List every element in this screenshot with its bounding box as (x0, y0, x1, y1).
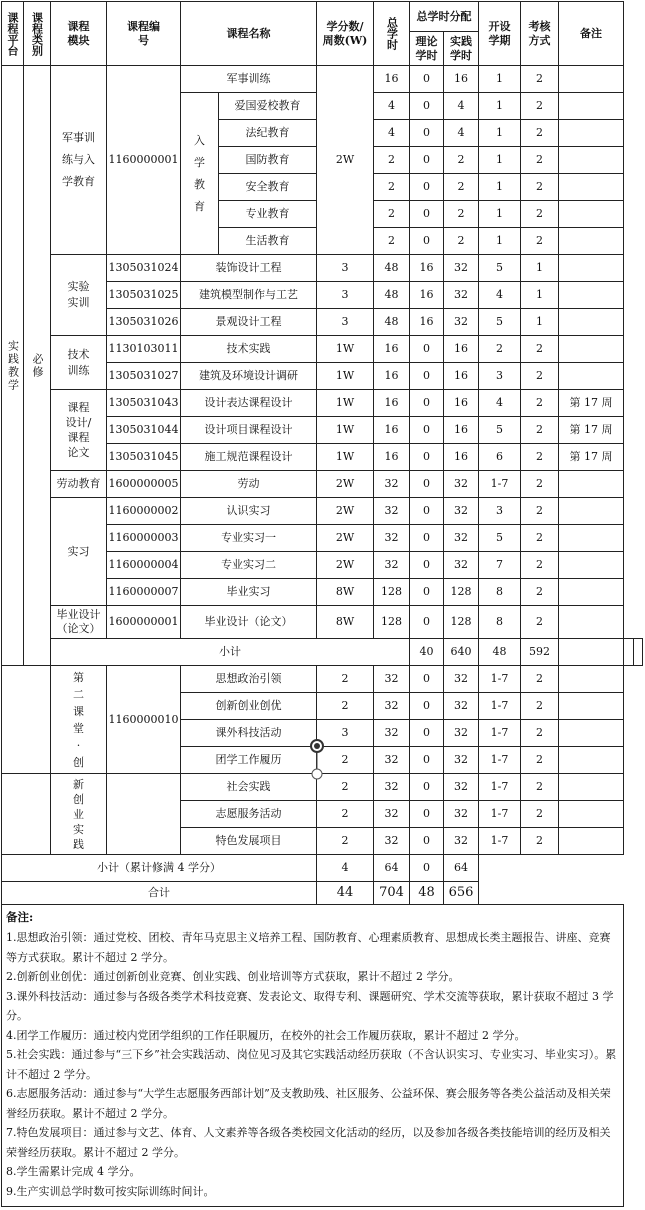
theory-hours: 0 (410, 774, 444, 801)
term: 3 (479, 363, 521, 390)
practice-hours: 16 (444, 417, 479, 444)
theory-hours: 0 (410, 390, 444, 417)
term: 1 (479, 228, 521, 255)
module-tech: 技术训练 (51, 336, 107, 390)
remark (559, 255, 624, 282)
note-item: 2.创新创业创优：通过创新创业竞赛、创业实践、创业培训等方式获取，累计不超过 2 学分。 (6, 970, 460, 983)
total-hours: 128 (374, 579, 410, 606)
code-second-classroom: 1160000010 (107, 666, 181, 774)
credits: 2 (317, 774, 374, 801)
practice-hours: 4 (444, 93, 479, 120)
credits: 1W (317, 417, 374, 444)
exam: 2 (521, 666, 559, 693)
total-hours: 48 (374, 282, 410, 309)
remark (559, 666, 624, 693)
header-remark: 备注 (559, 2, 624, 66)
remark (559, 747, 624, 774)
term: 1 (479, 120, 521, 147)
total-hours: 32 (374, 720, 410, 747)
term: 1 (479, 201, 521, 228)
total-hours: 32 (374, 498, 410, 525)
term: 1 (479, 147, 521, 174)
subtotal-label: 小计 (51, 639, 410, 666)
exam: 2 (521, 774, 559, 801)
course-code: 1305031045 (107, 444, 181, 471)
course-code: 1305031025 (107, 282, 181, 309)
module-lab: 实验实训 (51, 255, 107, 336)
course-name: 装饰设计工程 (181, 255, 317, 282)
credits: 3 (317, 255, 374, 282)
header-exam: 考核方式 (521, 2, 559, 66)
course-name: 施工规范课程设计 (181, 444, 317, 471)
credits: 2W (317, 471, 374, 498)
term: 4 (479, 390, 521, 417)
term: 5 (479, 417, 521, 444)
header-hour-distribution: 总学时分配 (410, 2, 479, 32)
total-hours: 32 (374, 801, 410, 828)
course-name: 毕业设计（论文） (181, 606, 317, 639)
practice-hours: 4 (444, 120, 479, 147)
credits-military: 2W (317, 66, 374, 255)
exam: 1 (521, 255, 559, 282)
subtotal-total: 640 (444, 639, 479, 666)
course-name: 社会实践 (181, 774, 317, 801)
term: 1-7 (479, 774, 521, 801)
theory-hours: 0 (410, 228, 444, 255)
course-code: 1600000001 (107, 606, 181, 639)
theory-hours: 0 (410, 147, 444, 174)
credits: 2W (317, 552, 374, 579)
subtotal-credits: 40 (410, 639, 444, 666)
exam: 2 (521, 390, 559, 417)
term: 6 (479, 444, 521, 471)
theory-hours: 0 (410, 66, 444, 93)
note-item: 5.社会实践：通过参与“三下乡”社会实践活动、岗位见习及其它实践活动经历获取（不含认识实习、专业实习、毕业实习）。累计不超过 2 学分。 (6, 1048, 617, 1081)
total-hours: 2 (374, 174, 410, 201)
practice-hours: 32 (444, 720, 479, 747)
term: 1-7 (479, 801, 521, 828)
term: 7 (479, 552, 521, 579)
credits: 2 (317, 693, 374, 720)
grand-total-theory: 48 (410, 882, 444, 905)
course-name: 专业教育 (219, 201, 317, 228)
course-code: 1305031026 (107, 309, 181, 336)
total-hours: 16 (374, 444, 410, 471)
term: 1-7 (479, 471, 521, 498)
theory-hours: 0 (410, 801, 444, 828)
course-name: 设计表达课程设计 (181, 390, 317, 417)
total-hours: 2 (374, 201, 410, 228)
term: 1-7 (479, 666, 521, 693)
course-name: 专业实习一 (181, 525, 317, 552)
header-credits: 学分数/周数(W) (317, 2, 374, 66)
note-item: 8.学生需累计完成 4 学分。 (6, 1165, 141, 1178)
term: 3 (479, 498, 521, 525)
theory-hours: 0 (410, 525, 444, 552)
practice-hours: 32 (444, 552, 479, 579)
term: 8 (479, 579, 521, 606)
course-name: 国防教育 (219, 147, 317, 174)
exam: 2 (521, 747, 559, 774)
total-hours: 32 (374, 828, 410, 855)
module-labor: 劳动教育 (51, 471, 107, 498)
exam: 2 (521, 498, 559, 525)
total-hours: 2 (374, 228, 410, 255)
remark (559, 66, 624, 93)
subtotal-theory: 48 (479, 639, 521, 666)
theory-hours: 0 (410, 828, 444, 855)
practice-hours: 32 (444, 471, 479, 498)
remark (559, 363, 624, 390)
practice-hours: 32 (444, 309, 479, 336)
total-hours: 48 (374, 255, 410, 282)
exam: 2 (521, 174, 559, 201)
exam: 2 (521, 363, 559, 390)
credits: 3 (317, 282, 374, 309)
remark (559, 471, 624, 498)
theory-hours: 0 (410, 417, 444, 444)
header-term: 开设学期 (479, 2, 521, 66)
practice-hours: 32 (444, 774, 479, 801)
term: 2 (479, 336, 521, 363)
course-code: 1305031027 (107, 363, 181, 390)
course-name: 思想政治引领 (181, 666, 317, 693)
remark (559, 174, 624, 201)
notes-section (2, 905, 624, 1207)
grand-total-label: 合计 (2, 882, 317, 905)
subtotal2-theory: 0 (410, 855, 444, 882)
term: 4 (479, 282, 521, 309)
subtotal2-practice: 64 (444, 855, 479, 882)
remark (559, 525, 624, 552)
category-cell: 必修 (24, 66, 51, 666)
course-name: 安全教育 (219, 174, 317, 201)
theory-hours: 0 (410, 747, 444, 774)
credits: 2 (317, 747, 374, 774)
remark (559, 828, 624, 855)
course-name: 建筑模型制作与工艺 (181, 282, 317, 309)
practice-hours: 2 (444, 147, 479, 174)
remark (559, 93, 624, 120)
remark (559, 120, 624, 147)
module-second-classroom-cont: 新创业实践 (51, 774, 107, 855)
total-hours: 32 (374, 525, 410, 552)
remark: 第 17 周 (559, 417, 624, 444)
theory-hours: 0 (410, 174, 444, 201)
exam: 2 (521, 336, 559, 363)
course-name: 爱国爱校教育 (219, 93, 317, 120)
remark (559, 498, 624, 525)
remark (559, 720, 624, 747)
module-military: 军事训练与入学教育 (51, 66, 107, 255)
total-hours: 32 (374, 552, 410, 579)
course-code: 1160000003 (107, 525, 181, 552)
credits: 2 (317, 828, 374, 855)
term: 5 (479, 255, 521, 282)
total-hours: 16 (374, 417, 410, 444)
remark (559, 282, 624, 309)
remark (559, 201, 624, 228)
exam: 2 (521, 93, 559, 120)
credits: 2 (317, 801, 374, 828)
total-hours: 2 (374, 147, 410, 174)
note-item: 4.团学工作履历：通过校内党团学组织的工作任职履历，在校外的社会工作履历获取，累计不超过 2 学分。 (6, 1028, 526, 1042)
theory-hours: 0 (410, 201, 444, 228)
subtotal-practice: 592 (521, 639, 559, 666)
remark: 第 17 周 (559, 444, 624, 471)
subtotal2-total: 64 (374, 855, 410, 882)
course-name: 法纪教育 (219, 120, 317, 147)
practice-hours: 16 (444, 444, 479, 471)
credits: 2 (317, 666, 374, 693)
credits: 3 (317, 720, 374, 747)
exam: 2 (521, 417, 559, 444)
practice-hours: 32 (444, 828, 479, 855)
course-name: 志愿服务活动 (181, 801, 317, 828)
course-code: 1600000005 (107, 471, 181, 498)
term: 1-7 (479, 720, 521, 747)
header-practice: 实践学时 (444, 32, 479, 66)
term: 1-7 (479, 747, 521, 774)
course-name: 团学工作履历 (181, 747, 317, 774)
total-hours: 16 (374, 66, 410, 93)
practice-hours: 2 (444, 201, 479, 228)
remark (559, 801, 624, 828)
total-hours: 32 (374, 747, 410, 774)
practice-hours: 2 (444, 228, 479, 255)
exam: 2 (521, 228, 559, 255)
practice-hours: 128 (444, 606, 479, 639)
credits: 1W (317, 444, 374, 471)
exam: 2 (521, 801, 559, 828)
total-hours: 16 (374, 336, 410, 363)
course-name: 劳动 (181, 471, 317, 498)
header-name: 课程名称 (181, 2, 317, 66)
theory-hours: 16 (410, 255, 444, 282)
exam: 1 (521, 309, 559, 336)
total-hours: 32 (374, 471, 410, 498)
grand-total-hours: 704 (374, 882, 410, 905)
theory-hours: 0 (410, 471, 444, 498)
theory-hours: 0 (410, 552, 444, 579)
grand-total-practice: 656 (444, 882, 479, 905)
course-name: 建筑及环境设计调研 (181, 363, 317, 390)
remark (559, 579, 624, 606)
total-hours: 16 (374, 363, 410, 390)
curriculum-table (1, 1, 643, 1207)
theory-hours: 16 (410, 282, 444, 309)
exam: 2 (521, 201, 559, 228)
credits: 1W (317, 390, 374, 417)
term: 1 (479, 66, 521, 93)
header-theory: 理论学时 (410, 32, 444, 66)
credits: 2W (317, 525, 374, 552)
term: 1-7 (479, 693, 521, 720)
exam: 2 (521, 444, 559, 471)
note-item: 1.思想政治引领：通过党校、团校、青年马克思主义培养工程、国防教育、心理素质教育、思想成长类主题报告、讲座、竞赛等方式获取。累计不超过 2 学分。 (6, 931, 611, 964)
course-name: 特色发展项目 (181, 828, 317, 855)
note-item: 7.特色发展项目：通过参与文艺、体育、人文素养等各级各类校园文化活动的经历，以及参加各级各类技能培训的经历及相关荣誉经历获取。累计不超过 2 学分。 (6, 1126, 611, 1159)
remark (559, 774, 624, 801)
practice-hours: 16 (444, 336, 479, 363)
exam: 1 (521, 282, 559, 309)
course-name: 生活教育 (219, 228, 317, 255)
remark (559, 309, 624, 336)
platform-cell: 实践教学 (2, 66, 24, 666)
remark (559, 147, 624, 174)
course-code: 1160000002 (107, 498, 181, 525)
header-module: 课程模块 (51, 2, 107, 66)
theory-hours: 0 (410, 579, 444, 606)
credits: 2W (317, 498, 374, 525)
theory-hours: 16 (410, 309, 444, 336)
note-item: 3.课外科技活动：通过参与各级各类学术科技竞赛、发表论文、取得专利、课题研究、学术交流等获取，累计获取不超过 3 学分。 (6, 989, 614, 1022)
remark (559, 606, 624, 639)
term: 1-7 (479, 828, 521, 855)
course-name: 军事训练 (181, 66, 317, 93)
course-name: 毕业实习 (181, 579, 317, 606)
note-item: 6.志愿服务活动：通过参与“大学生志愿服务西部计划”及支教助残、社区服务、公益环保、赛会服务等各类公益活动及相关荣誉经历获取。累计不超过 2 学分。 (6, 1087, 611, 1120)
course-code: 1160000004 (107, 552, 181, 579)
header-platform: 课程平台 (2, 2, 24, 66)
course-name: 景观设计工程 (181, 309, 317, 336)
header-total-hours: 总学时 (374, 2, 410, 66)
total-hours: 32 (374, 774, 410, 801)
term: 5 (479, 309, 521, 336)
credits: 8W (317, 606, 374, 639)
subtotal2-label: 小计（累计修满 4 学分） (2, 855, 317, 882)
remark (559, 336, 624, 363)
total-hours: 32 (374, 666, 410, 693)
theory-hours: 0 (410, 498, 444, 525)
theory-hours: 0 (410, 444, 444, 471)
remark (559, 552, 624, 579)
practice-hours: 16 (444, 390, 479, 417)
term: 5 (479, 525, 521, 552)
exam: 2 (521, 606, 559, 639)
course-name: 认识实习 (181, 498, 317, 525)
practice-hours: 32 (444, 666, 479, 693)
theory-hours: 0 (410, 606, 444, 639)
course-code: 1305031043 (107, 390, 181, 417)
total-hours: 4 (374, 93, 410, 120)
row-resize-handle-icon[interactable] (308, 738, 326, 786)
note-item: 9.生产实训总学时数可按实际训练时间计。 (6, 1184, 215, 1198)
notes-title: 备注: (6, 910, 34, 924)
theory-hours: 0 (410, 720, 444, 747)
theory-hours: 0 (410, 336, 444, 363)
credits: 8W (317, 579, 374, 606)
exam: 2 (521, 525, 559, 552)
practice-hours: 16 (444, 66, 479, 93)
total-hours: 128 (374, 606, 410, 639)
subtotal2-credits: 4 (317, 855, 374, 882)
total-hours: 16 (374, 390, 410, 417)
exam: 2 (521, 828, 559, 855)
practice-hours: 32 (444, 498, 479, 525)
exam: 2 (521, 720, 559, 747)
module-second-classroom: 第二课堂·创 (51, 666, 107, 774)
practice-hours: 32 (444, 282, 479, 309)
theory-hours: 0 (410, 693, 444, 720)
remark (559, 228, 624, 255)
module-graduation: 毕业设计（论文） (51, 606, 107, 639)
remark: 第 17 周 (559, 390, 624, 417)
exam: 2 (521, 579, 559, 606)
practice-hours: 32 (444, 693, 479, 720)
exam: 2 (521, 66, 559, 93)
practice-hours: 32 (444, 747, 479, 774)
module-internship: 实习 (51, 498, 107, 606)
theory-hours: 0 (410, 363, 444, 390)
practice-hours: 32 (444, 525, 479, 552)
credits: 1W (317, 336, 374, 363)
total-hours: 4 (374, 120, 410, 147)
exam: 2 (521, 120, 559, 147)
practice-hours: 32 (444, 255, 479, 282)
exam: 2 (521, 693, 559, 720)
theory-hours: 0 (410, 120, 444, 147)
exam: 2 (521, 471, 559, 498)
grand-total-credits: 44 (317, 882, 374, 905)
term: 1 (479, 174, 521, 201)
practice-hours: 2 (444, 174, 479, 201)
course-code: 1305031024 (107, 255, 181, 282)
course-name: 设计项目课程设计 (181, 417, 317, 444)
exam: 2 (521, 552, 559, 579)
course-name: 课外科技活动 (181, 720, 317, 747)
remark (559, 693, 624, 720)
theory-hours: 0 (410, 666, 444, 693)
term: 1 (479, 93, 521, 120)
code-military: 1160000001 (107, 66, 181, 255)
header-code: 课程编号 (107, 2, 181, 66)
course-name: 专业实习二 (181, 552, 317, 579)
practice-hours: 128 (444, 579, 479, 606)
course-code: 1305031044 (107, 417, 181, 444)
course-name: 创新创业创优 (181, 693, 317, 720)
module-course-design: 课程设计/课程论文 (51, 390, 107, 471)
sub-label-entrance: 入学教育 (181, 93, 219, 255)
header-category: 课程类别 (24, 2, 51, 66)
theory-hours: 0 (410, 93, 444, 120)
total-hours: 32 (374, 693, 410, 720)
term: 8 (479, 606, 521, 639)
practice-hours: 16 (444, 363, 479, 390)
practice-hours: 32 (444, 801, 479, 828)
course-code: 1160000007 (107, 579, 181, 606)
credits: 1W (317, 363, 374, 390)
course-code: 1130103011 (107, 336, 181, 363)
credits: 3 (317, 309, 374, 336)
course-name: 技术实践 (181, 336, 317, 363)
total-hours: 48 (374, 309, 410, 336)
exam: 2 (521, 147, 559, 174)
